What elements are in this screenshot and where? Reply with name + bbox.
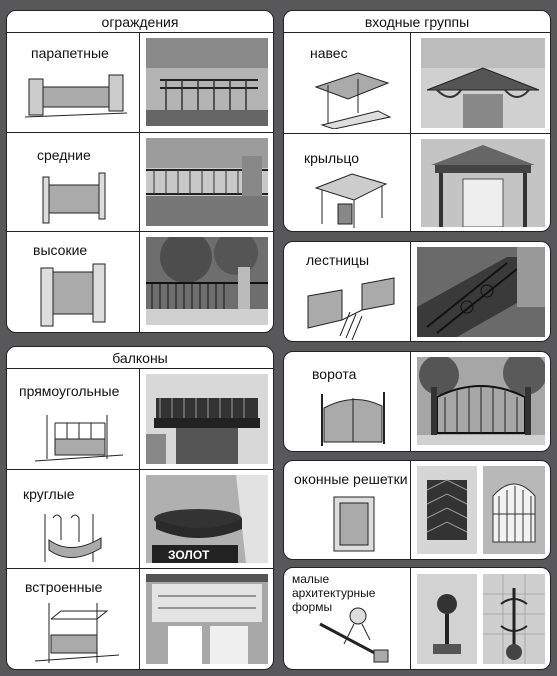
porch-sketch: [310, 170, 396, 230]
balcony-rectangular-label: прямоугольные: [19, 383, 120, 399]
small-forms-sketch: [314, 604, 394, 666]
fencing-parapet-label: парапетные: [31, 45, 109, 61]
window-grilles-label: оконные решетки: [294, 471, 408, 487]
entrance-panel: [283, 10, 551, 232]
gates-photo: [417, 357, 545, 445]
built-in-balcony-sketch: [31, 599, 121, 667]
balconies-title: балконы: [7, 347, 273, 369]
built-in-balcony-photo: [146, 574, 268, 664]
high-fence-photo: [146, 237, 268, 325]
balcony-row-round: [7, 469, 273, 568]
gates-label: ворота: [312, 366, 357, 382]
medium-fence-photo: [146, 138, 268, 226]
rectangular-balcony-sketch: [27, 405, 127, 465]
small-forms-label: малые архитектурные формы: [292, 572, 376, 614]
fencing-row-medium: [7, 132, 273, 231]
window-grilles-panel: [283, 460, 551, 560]
rectangular-balcony-photo: [146, 374, 268, 464]
window-grille-photo-2: [483, 466, 545, 554]
round-balcony-sketch: [31, 508, 115, 566]
stairs-panel: [283, 241, 551, 342]
balconies-panel: [6, 346, 274, 670]
entrance-row-canopy: [284, 33, 550, 133]
small-forms-photo-1: [417, 574, 477, 664]
porch-photo: [421, 139, 545, 227]
balcony-row-built-in: [7, 568, 273, 670]
entrance-title: входные группы: [284, 11, 550, 33]
fencing-row-parapet: [7, 33, 273, 132]
balcony-row-rectangular: [7, 369, 273, 469]
stairs-label: лестницы: [306, 252, 369, 268]
small-forms-panel: [283, 567, 551, 670]
round-balcony-sign: ЗОЛОТ: [168, 548, 210, 562]
fencing-medium-label: средние: [37, 147, 91, 163]
stairs-photo: [417, 247, 545, 337]
fencing-high-label: высокие: [33, 242, 88, 258]
balcony-round-label: круглые: [23, 486, 75, 502]
parapet-fence-photo: [146, 38, 268, 126]
entrance-row-porch: [284, 133, 550, 232]
window-grille-sketch: [328, 493, 388, 557]
entrance-porch-label: крыльцо: [304, 150, 360, 166]
small-forms-photo-2: [483, 574, 545, 664]
high-fence-sketch: [31, 262, 115, 330]
canopy-sketch: [308, 67, 398, 129]
fencing-title: ограждения: [7, 11, 273, 33]
fencing-row-high: [7, 231, 273, 333]
canopy-photo: [421, 38, 545, 128]
window-grille-photo-1: [417, 466, 477, 554]
gates-sketch: [314, 388, 394, 450]
parapet-fence-sketch: [21, 73, 131, 123]
gates-panel: [283, 351, 551, 452]
balcony-built-in-label: встроенные: [25, 579, 103, 595]
fencing-panel: [6, 10, 274, 333]
entrance-canopy-label: навес: [310, 45, 348, 61]
medium-fence-sketch: [37, 171, 117, 227]
round-balcony-photo: [146, 475, 268, 563]
stairs-sketch: [302, 276, 402, 340]
